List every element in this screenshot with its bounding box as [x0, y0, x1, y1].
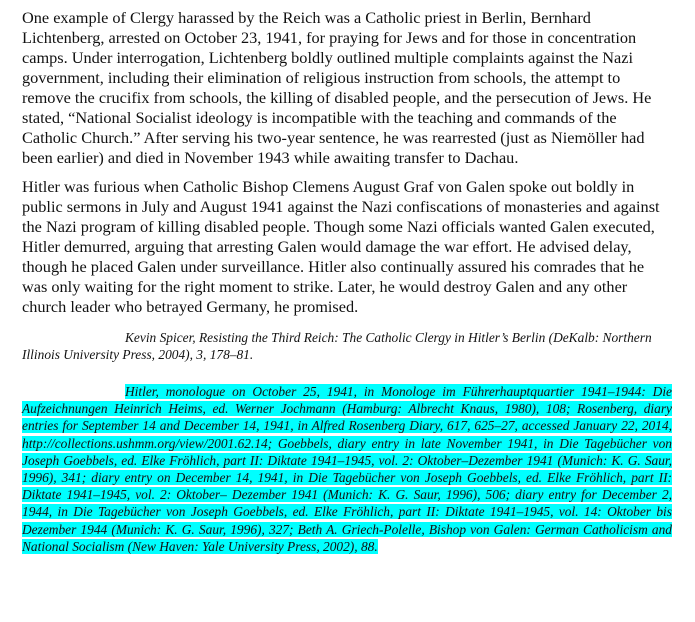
highlighted-note[interactable] — [22, 383, 672, 555]
paragraph-galen: Hitler was furious when Catholic Bishop Clemens August Graf von Galen spoke out boldly in public sermons in July and August 1941 against the Nazi confiscations of monasteries and against the Nazi program of killing disabled people. Though some Nazi officials wanted Galen executed, Hitler demurred, arguing that arresting Galen would damage the war effort. He advised delay, though he placed Galen under surveillance. Hitler also continually assured his comrades that he was only waiting for the right moment to strike. Later, he would destroy Galen and any other church leader who betrayed Germany, he promised. — [22, 177, 660, 316]
paragraph-lichtenberg: One example of Clergy harassed by the Reich was a Catholic priest in Berlin, Bernhard Lichtenberg, arrested on October 23, 1941, for praying for Jews and for those in concentration camps. Under interrogation, Lichtenberg boldly outlined multiple complaints against the Nazi government, including their elimination of religious instruction from schools, the attempt to remove the crucifix from schools, the killing of disabled people, and the persecution of Jews. He stated, “National Socialist ideology is incompatible with the teaching and commands of the Catholic Church.” After serving his two-year sentence, he was rearrested (just as Niemöller had been earlier) and died in November 1943 while awaiting transfer to Dachau. — [22, 8, 652, 167]
highlighted-note-block — [22, 383, 672, 555]
citation-spicer: Kevin Spicer, Resisting the Third Reich: The Catholic Clergy in Hitler’s Berlin (DeKalb: Northern Illinois University Press, 2004), 3, 178–81. — [22, 330, 652, 362]
highlighted-text-selection[interactable]: Hitler, monologue on October 25, 1941, in Monologe im Führerhauptquartier 1941–1944: Die Aufzeichnungen Heinrich Heims, ed. Werner Jochmann (Hamburg: Albrecht Knaus, 1980), 108; Rosenberg, diary entries for September 14 and December 14, 1941, in Alfred Rosenberg Diary, 617, 625–27, accessed January 22, 2014, http://collections.ushmm.org/view/2001.62.14; Goebbels, diary entry in late November 1941, in Die Tagebücher von Joseph Goebbels, ed. Elke Fröhlich, part II: Diktate 1941–1945, vol. 2: Oktober–Dezember 1941 (Munich: K. G. Saur, 1996), 341; diary entry on December 14, 1941, in Die Tagebücher von Joseph Goebbels, ed. Elke Fröhlich, part II: Diktate 1941–1945, vol. 2: Oktober– Dezember 1941 (Munich: K. G. Saur, 1996), 506; diary entry for December 2, 1944, in Die Tagebücher von Joseph Goebbels, ed. Elke Fröhlich, part II: Diktate 1941–1945, vol. 14: Oktober bis Dezember 1944 (Munich: K. G. Saur, 1996), 327; Beth A. Griech-Polelle, Bishop von Galen: German Catholicism and National Socialism (New Haven: Yale University Press, 2002), 88. — [22, 384, 672, 554]
citation-block — [22, 329, 672, 363]
document-page — [22, 8, 672, 555]
